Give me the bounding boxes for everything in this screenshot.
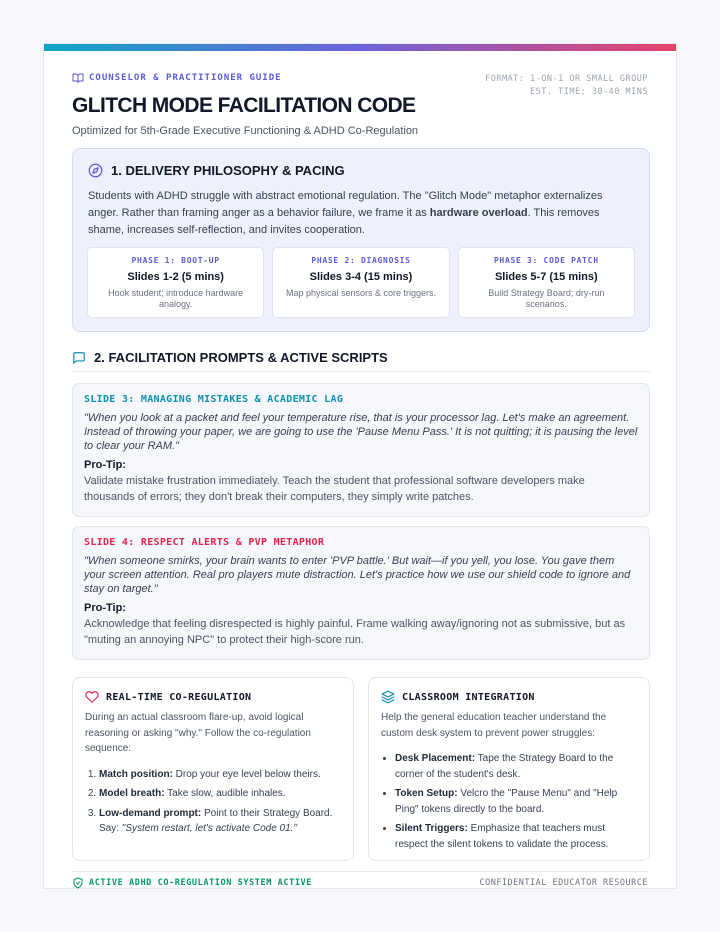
pro-tip-text: Acknowledge that feeling disrespected is highly painful. Frame walking away/ignoring not as submissive, but as "muting an annoying NPC" to protect their high-score run. [84,618,626,646]
classroom-card [368,677,650,861]
philosophy-text-a: Students with ADHD struggle with abstract emotional regulation. The "Glitch Mode" metaphor externalizes anger. Rather than framing anger as a behavior failure, we frame it as [88,190,603,219]
phase-label: PHASE 2: DIAGNOSIS [311,256,411,265]
coregulation-heading-text: REAL-TIME CO-REGULATION [106,691,252,703]
step-bold: Match position: [99,768,173,780]
item-text: Velcro the "Pause Menu" and "Help Ping" tokens directly to the board. [395,788,618,815]
phase-label: PHASE 3: CODE PATCH [493,256,599,265]
list-item [99,786,341,802]
message-icon [72,351,86,365]
list-item [395,821,637,852]
phase-desc: Build Strategy Board; dry-run scenarios. [488,288,605,309]
header [72,72,648,137]
item-text: Emphasize that teachers must respect the silent tokens to validate the process. [395,823,609,850]
item-bold: Silent Triggers: [395,823,468,834]
step-text: Point to their Strategy Board. Say: [99,807,333,834]
classroom-heading [381,690,637,704]
philosophy-text [88,188,634,239]
guide-page [43,43,677,889]
pro-tip-label: Pro-Tip: [84,602,126,614]
philosophy-heading [88,163,634,178]
phase-cards [87,247,635,318]
page-subtitle: Optimized for 5th-Grade Executive Functioning & ADHD Co-Regulation [72,125,419,137]
phase-card [87,247,264,318]
slide-quote: "When you look at a packet and feel your temperature rise, that is your processor lag. Let's make an agreement. Instead of throwing your paper, we are going to use the 'Pause Menu Pass.' It is not quitting; it is pausing the level to clear your RAM." [84,412,638,452]
footer [72,871,648,889]
pro-tip-label: Pro-Tip: [84,459,126,471]
classroom-items [381,751,637,852]
footer-status [72,877,312,889]
time-text: EST. TIME: 30-40 MINS [530,87,648,97]
phase-desc: Map physical sensors & core triggers. [285,288,437,298]
prompts-heading [72,350,650,365]
coregulation-intro: During an actual classroom flare-up, avoid logical reasoning or asking "why." Follow the co-regulation sequence: [85,712,311,754]
classroom-intro: Help the general education teacher understand the custom desk system to prevent power struggles: [381,712,607,739]
footer-confidential: CONFIDENTIAL EDUCATOR RESOURCE [479,878,648,888]
session-meta [485,73,648,99]
item-text: Tape the Strategy Board to the corner of the student's desk. [395,753,614,780]
footer-status-text: ACTIVE ADHD CO-REGULATION SYSTEM ACTIVE [89,878,312,888]
book-icon [72,72,84,84]
format-text: FORMAT: 1-ON-1 OR SMALL GROUP [485,74,648,84]
philosophy-heading-text: 1. DELIVERY PHILOSOPHY & PACING [111,163,345,178]
item-bold: Desk Placement: [395,753,476,764]
list-item [395,751,637,782]
list-item [395,786,637,817]
list-item [99,806,341,837]
step-quote: "System restart, let's activate Code 01." [121,823,297,834]
classroom-heading-text: CLASSROOM INTEGRATION [402,691,535,703]
slide-label: SLIDE 4: RESPECT ALERTS & PVP METAPHOR [84,537,325,548]
phase-title: Slides 1-2 (5 mins) [127,271,224,283]
philosophy-text-bold: hardware overload [429,207,528,219]
phase-label: PHASE 1: BOOT-UP [131,256,220,265]
heart-icon [85,690,99,704]
slide-4-card [72,526,650,660]
philosophy-section [72,148,650,332]
slide-3-card [72,383,650,517]
item-bold: Token Setup: [395,788,458,799]
layers-icon [381,690,395,704]
kicker-text: COUNSELOR & PRACTITIONER GUIDE [89,73,282,83]
phase-card [458,247,635,318]
page-title: GLITCH MODE FACILITATION CODE [72,94,416,117]
coregulation-heading [85,690,341,704]
phase-card [272,247,449,318]
philosophy-text-b: . This removes shame, increases self-reflection, and invites cooperation. [88,207,600,236]
list-item [99,767,341,783]
step-text: Drop your eye level below theirs. [172,768,321,780]
slide-quote: "When someone smirks, your brain wants to enter 'PVP battle.' But wait—if you yell, you lose. You gave them your screen attention. Real pro players mute distraction. Let's practice how we use our shield code to ignore and stay on target." [84,555,631,595]
step-text: Take slow, audible inhales. [164,788,286,799]
phase-title: Slides 5-7 (15 mins) [494,271,598,283]
prompts-section-header [72,350,650,372]
coregulation-steps [85,767,341,837]
slide-label: SLIDE 3: MANAGING MISTAKES & ACADEMIC LAG [84,394,344,405]
pro-tip-text: Validate mistake frustration immediately. Teach the student that professional software developers make thousands of errors; they don't break their computers, they simply write patches. [84,475,585,503]
shield-check-icon [72,877,84,889]
phase-desc: Hook student; introduce hardware analogy. [108,288,244,309]
compass-icon [88,163,103,178]
coregulation-card [72,677,354,861]
step-bold: Low-demand prompt: [99,807,202,819]
gradient-top-bar [44,44,676,51]
step-bold: Model breath: [99,788,165,799]
phase-title: Slides 3-4 (15 mins) [309,271,413,283]
prompts-heading-text: 2. FACILITATION PROMPTS & ACTIVE SCRIPTS [94,350,388,365]
